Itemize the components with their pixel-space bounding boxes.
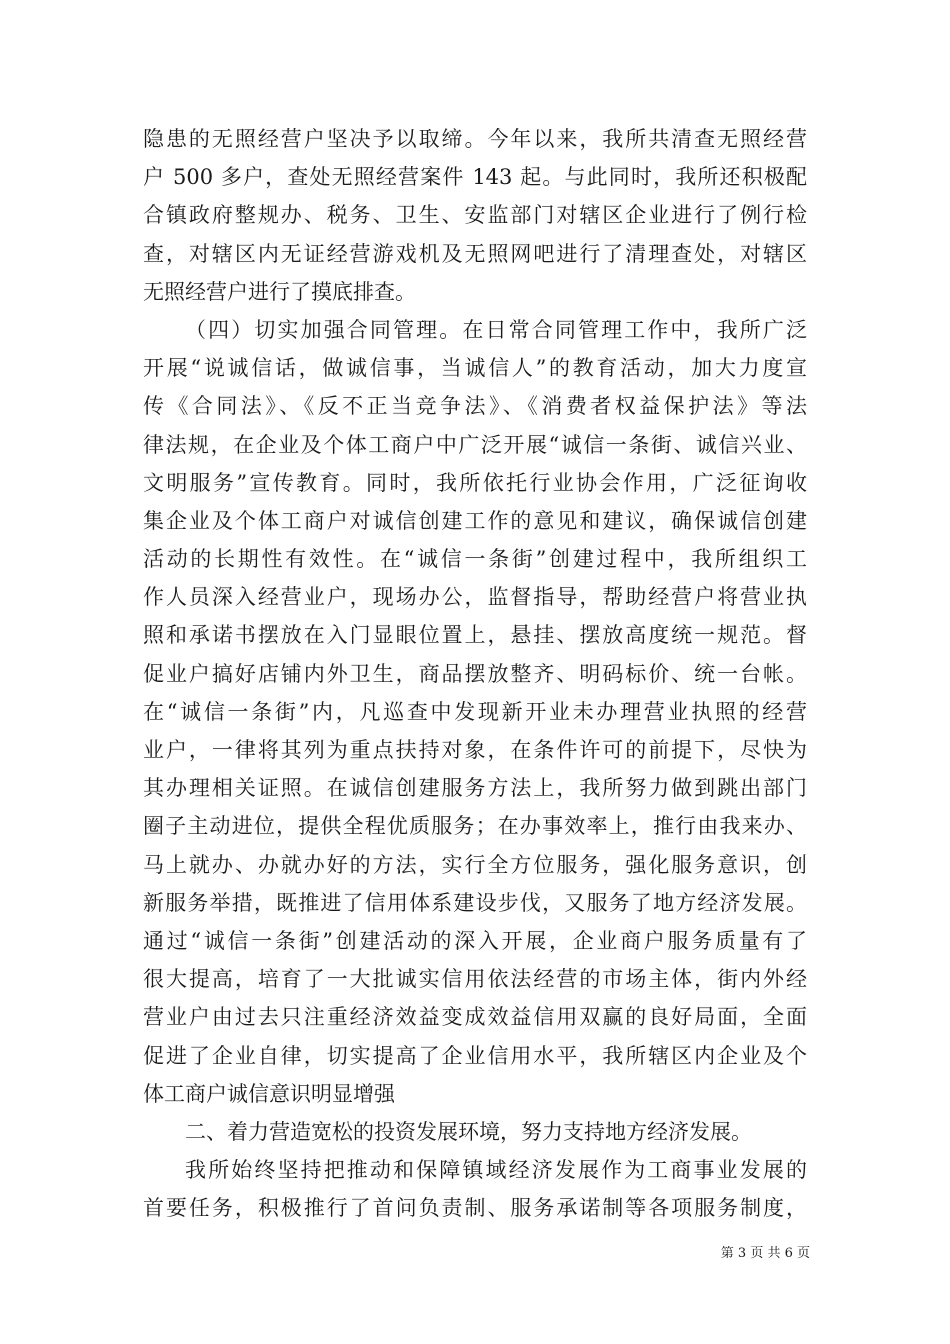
text-line: 首要任务，积极推行了首问负责制、服务承诺制等各项服务制度， [143, 1196, 807, 1221]
text-line: 无照经营户进行了摸底排查。 [143, 279, 416, 304]
text-line: 新服务举措，既推进了信用体系建设步伐，又服务了地方经济发展。 [143, 890, 807, 915]
text-line: 其办理相关证照。在诚信创建服务方法上，我所努力做到跳出部门 [143, 776, 807, 801]
text-line: 传《合同法》、《反不正当竞争法》、《消费者权益保护法》等法 [143, 394, 807, 419]
document-body [143, 120, 807, 1227]
text-line: 查，对辖区内无证经营游戏机及无照网吧进行了清理查处，对辖区 [143, 241, 807, 266]
text-line: 律法规，在企业及个体工商户中广泛开展“诚信一条街、诚信兴业、 [143, 432, 807, 457]
text-line: 很大提高，培育了一大批诚实信用依法经营的市场主体，街内外经 [143, 967, 807, 992]
text-line: 体工商户诚信意识明显增强 [143, 1081, 395, 1106]
text-line: （四）切实加强合同管理。在日常合同管理工作中，我所广泛 [185, 317, 807, 342]
text-line: 我所始终坚持把推动和保障镇域经济发展作为工商事业发展的 [185, 1158, 807, 1183]
text-line: 马上就办、办就办好的方法，实行全方位服务，强化服务意识，创 [143, 852, 807, 877]
text-line: 促进了企业自律，切实提高了企业信用水平，我所辖区内企业及个 [143, 1043, 807, 1068]
text-line: 户 500 多户，查处无照经营案件 143 起。与此同时，我所还积极配 [143, 165, 807, 190]
page-number-footer: 第 3 页 共 6 页 [720, 1246, 810, 1261]
text-line: 开展“说诚信话，做诚信事，当诚信人”的教育活动，加大力度宣 [143, 356, 807, 381]
text-line: 通过“诚信一条街”创建活动的深入开展，企业商户服务质量有了 [143, 928, 807, 953]
text-line: 隐患的无照经营户坚决予以取缔。今年以来，我所共清查无照经营 [143, 127, 807, 151]
text-line: 业户，一律将其列为重点扶持对象，在条件许可的前提下，尽快为 [143, 738, 807, 762]
text-line: 作人员深入经营业户，现场办公，监督指导，帮助经营户将营业执 [143, 585, 807, 610]
text-line: 二、着力营造宽松的投资发展环境，努力支持地方经济发展。 [185, 1119, 752, 1144]
text-line: 促业户搞好店铺内外卫生，商品摆放整齐、明码标价、统一台帐。 [143, 661, 807, 686]
text-line: 集企业及个体工商户对诚信创建工作的意见和建议，确保诚信创建 [143, 508, 807, 533]
text-line: 圈子主动进位，提供全程优质服务；在办事效率上，推行由我来办、 [143, 814, 807, 839]
text-line: 活动的长期性有效性。在“诚信一条街”创建过程中，我所组织工 [143, 547, 807, 572]
text-line: 营业户由过去只注重经济效益变成效益信用双赢的良好局面，全面 [143, 1005, 807, 1030]
text-line: 文明服务”宣传教育。同时，我所依托行业协会作用，广泛征询收 [143, 470, 807, 495]
text-line: 合镇政府整规办、税务、卫生、安监部门对辖区企业进行了例行检 [143, 203, 807, 228]
text-line: 在“诚信一条街”内，凡巡查中发现新开业未办理营业执照的经营 [143, 699, 807, 724]
text-line: 照和承诺书摆放在入门显眼位置上，悬挂、摆放高度统一规范。督 [143, 623, 807, 648]
